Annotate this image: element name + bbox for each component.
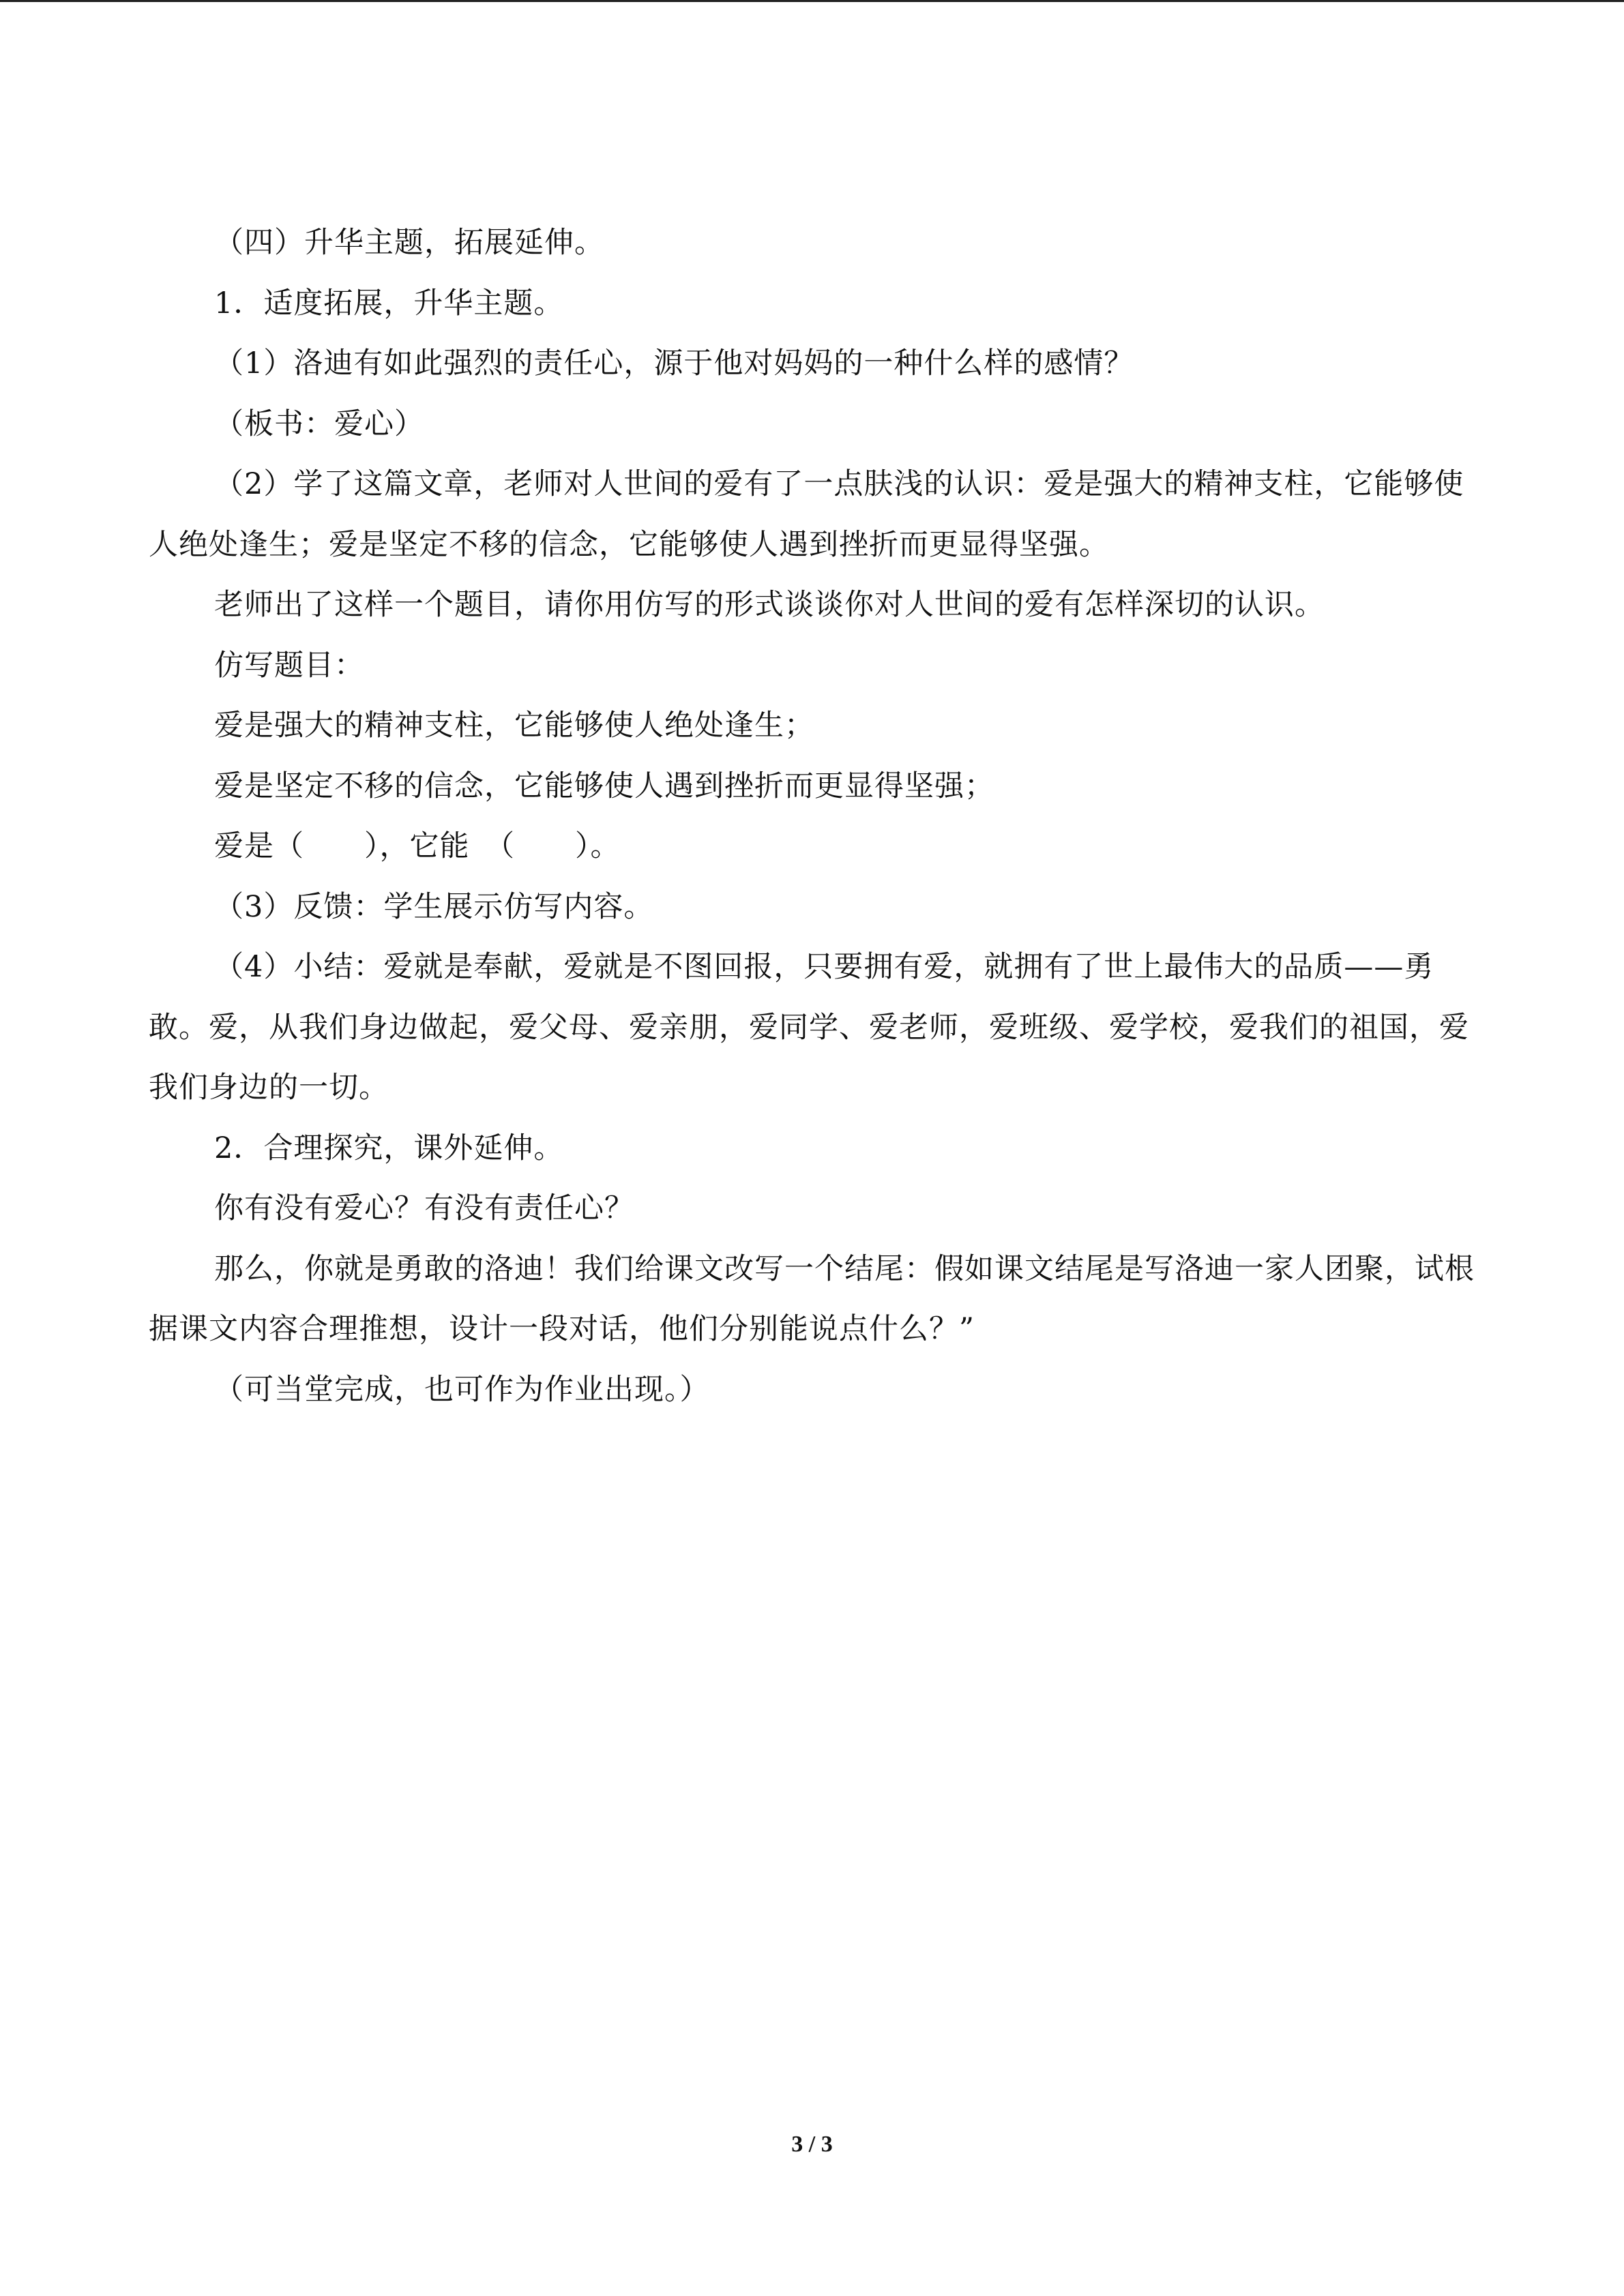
paragraph: 老师出了这样一个题目，请你用仿写的形式谈谈你对人世间的爱有怎样深切的认识。 (214, 588, 1325, 622)
page-number: 3 / 3 (791, 2132, 833, 2157)
paragraph: 爱是强大的精神支柱，它能够使人绝处逢生； (214, 709, 814, 743)
paragraph: （2）学了这篇文章，老师对人世间的爱有了一点肤浅的认识：爱是强大的精神支柱，它能够使人绝处逢生；爱是坚定不移的信念，它能够使人遇到挫折而更显得坚强。 (149, 467, 1464, 562)
paragraph: （板书：爱心） (214, 406, 424, 441)
top-border-line (0, 0, 1624, 2)
document-body (149, 213, 1479, 1420)
paragraph: 你有没有爱心？有没有责任心？ (214, 1191, 634, 1225)
paragraph: 爱是（ ），它能 （ ）。 (214, 829, 621, 863)
subsection-heading: 2．合理探究，课外延伸。 (214, 1131, 564, 1165)
paragraph: 爱是坚定不移的信念，它能够使人遇到挫折而更显得坚强； (214, 769, 994, 803)
paragraph: 仿写题目： (214, 648, 364, 683)
paragraph: （3）反馈：学生展示仿写内容。 (214, 889, 654, 924)
paragraph: （可当堂完成，也可作为作业出现。） (214, 1372, 710, 1407)
paragraph: （4）小结：爱就是奉献，爱就是不图回报，只要拥有爱，就拥有了世上最伟大的品质——勇敢。爱，从我们身边做起，爱父母、爱亲朋，爱同学、爱老师，爱班级、爱学校，爱我们的祖国，爱我们身边的一切。 (149, 950, 1469, 1105)
section-heading: （四）升华主题，拓展延伸。 (214, 226, 604, 260)
subsection-heading: 1．适度拓展，升华主题。 (214, 286, 564, 320)
paragraph: （1）洛迪有如此强烈的责任心，源于他对妈妈的一种什么样的感情？ (214, 346, 1134, 381)
paragraph: 那么，你就是勇敢的洛迪！我们给课文改写一个结尾：假如课文结尾是写洛迪一家人团聚，试根据课文内容合理推想，设计一段对话，他们分别能说点什么？” (149, 1251, 1475, 1346)
